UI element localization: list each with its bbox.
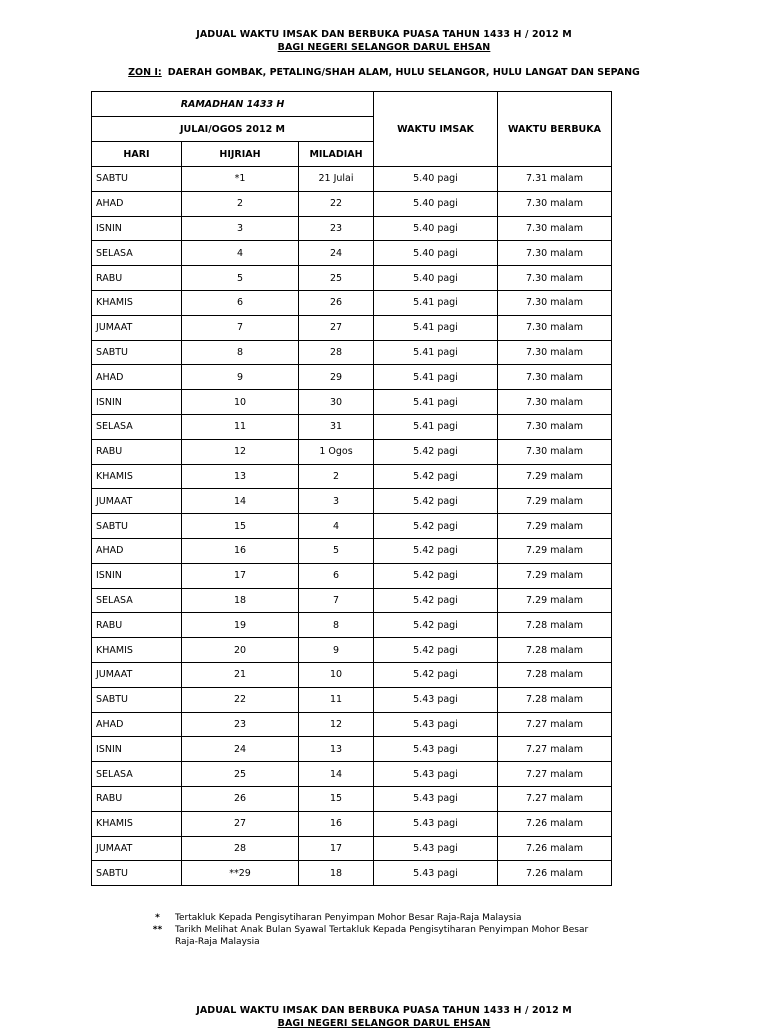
day-cell: ISNIN [92, 737, 182, 762]
hijriah-cell: 26 [182, 786, 299, 811]
hijriah-cell: 23 [182, 712, 299, 737]
berbuka-cell: 7.30 malam [498, 340, 612, 365]
hijriah-cell: 14 [182, 489, 299, 514]
zone-text: DAERAH GOMBAK, PETALING/SHAH ALAM, HULU SELANGOR, HULU LANGAT DAN SEPANG [167, 67, 640, 78]
table-row [92, 514, 612, 539]
miladiah-cell: 10 [299, 662, 374, 687]
miladiah-cell: 4 [299, 514, 374, 539]
day-cell: SABTU [92, 340, 182, 365]
imsak-cell: 5.42 pagi [374, 439, 498, 464]
day-cell: SABTU [92, 861, 182, 886]
page-subtitle: BAGI NEGERI SELANGOR DARUL EHSAN [277, 42, 491, 53]
berbuka-cell: 7.30 malam [498, 290, 612, 315]
miladiah-cell: 29 [299, 365, 374, 390]
miladiah-cell: 3 [299, 489, 374, 514]
berbuka-cell: 7.30 malam [498, 266, 612, 291]
imsak-cell: 5.43 pagi [374, 762, 498, 787]
table-row [92, 340, 612, 365]
notes [140, 912, 610, 948]
day-cell: ISNIN [92, 390, 182, 415]
hijriah-cell: 28 [182, 836, 299, 861]
miladiah-cell: 15 [299, 786, 374, 811]
hijriah-cell: 24 [182, 737, 299, 762]
table-row [92, 266, 612, 291]
timetable-body [92, 167, 612, 886]
hijriah-cell: 19 [182, 613, 299, 638]
miladiah-cell: 18 [299, 861, 374, 886]
miladiah-cell: 30 [299, 390, 374, 415]
miladiah-cell: 27 [299, 315, 374, 340]
berbuka-cell: 7.27 malam [498, 737, 612, 762]
imsak-cell: 5.40 pagi [374, 241, 498, 266]
imsak-cell: 5.41 pagi [374, 390, 498, 415]
note-marker: * [155, 913, 160, 923]
miladiah-cell: 16 [299, 811, 374, 836]
table-row [92, 191, 612, 216]
miladiah-cell: 25 [299, 266, 374, 291]
table-row [92, 687, 612, 712]
hari-header: HARI [92, 142, 182, 167]
table-row [92, 290, 612, 315]
hijriah-cell: 2 [182, 191, 299, 216]
table-row [92, 712, 612, 737]
day-cell: KHAMIS [92, 290, 182, 315]
berbuka-cell: 7.29 malam [498, 514, 612, 539]
day-cell: AHAD [92, 191, 182, 216]
hijriah-cell: 13 [182, 464, 299, 489]
miladiah-header: MILADIAH [299, 142, 374, 167]
imsak-cell: 5.43 pagi [374, 687, 498, 712]
imsak-cell: 5.41 pagi [374, 340, 498, 365]
berbuka-cell: 7.30 malam [498, 216, 612, 241]
table-row [92, 241, 612, 266]
berbuka-cell: 7.28 malam [498, 613, 612, 638]
hijriah-cell: 7 [182, 315, 299, 340]
day-cell: JUMAAT [92, 836, 182, 861]
day-cell: JUMAAT [92, 662, 182, 687]
imsak-cell: 5.43 pagi [374, 861, 498, 886]
imsak-cell: 5.42 pagi [374, 514, 498, 539]
hijriah-cell: 15 [182, 514, 299, 539]
berbuka-cell: 7.28 malam [498, 687, 612, 712]
ramadhan-header: RAMADHAN 1433 H [92, 92, 374, 117]
hijriah-cell: 20 [182, 638, 299, 663]
miladiah-cell: 9 [299, 638, 374, 663]
hijriah-cell: 22 [182, 687, 299, 712]
table-row [92, 811, 612, 836]
timetable [91, 91, 612, 886]
berbuka-cell: 7.30 malam [498, 315, 612, 340]
table-row [92, 762, 612, 787]
hijriah-header: HIJRIAH [182, 142, 299, 167]
hijriah-cell: 4 [182, 241, 299, 266]
miladiah-cell: 13 [299, 737, 374, 762]
imsak-cell: 5.41 pagi [374, 315, 498, 340]
berbuka-cell: 7.29 malam [498, 538, 612, 563]
day-cell: JUMAAT [92, 489, 182, 514]
hijriah-cell: **29 [182, 861, 299, 886]
day-cell: SELASA [92, 414, 182, 439]
table-row [92, 836, 612, 861]
day-cell: AHAD [92, 538, 182, 563]
berbuka-cell: 7.30 malam [498, 414, 612, 439]
berbuka-cell: 7.27 malam [498, 712, 612, 737]
miladiah-cell: 6 [299, 563, 374, 588]
table-row [92, 439, 612, 464]
table-row [92, 315, 612, 340]
imsak-cell: 5.43 pagi [374, 712, 498, 737]
imsak-cell: 5.40 pagi [374, 167, 498, 192]
table-row [92, 216, 612, 241]
imsak-cell: 5.40 pagi [374, 191, 498, 216]
miladiah-cell: 1 Ogos [299, 439, 374, 464]
imsak-cell: 5.43 pagi [374, 811, 498, 836]
table-row [92, 662, 612, 687]
berbuka-cell: 7.29 malam [498, 489, 612, 514]
table-row [92, 167, 612, 192]
imsak-cell: 5.42 pagi [374, 613, 498, 638]
miladiah-cell: 12 [299, 712, 374, 737]
imsak-cell: 5.42 pagi [374, 489, 498, 514]
table-row [92, 613, 612, 638]
day-cell: ISNIN [92, 216, 182, 241]
berbuka-cell: 7.30 malam [498, 241, 612, 266]
footer-subtitle: BAGI NEGERI SELANGOR DARUL EHSAN [277, 1018, 491, 1029]
hijriah-cell: 12 [182, 439, 299, 464]
miladiah-cell: 28 [299, 340, 374, 365]
berbuka-cell: 7.27 malam [498, 786, 612, 811]
berbuka-cell: 7.30 malam [498, 390, 612, 415]
zone-label: ZON I: [128, 67, 162, 78]
table-row [92, 737, 612, 762]
day-cell: RABU [92, 439, 182, 464]
berbuka-cell: 7.26 malam [498, 811, 612, 836]
day-cell: SELASA [92, 762, 182, 787]
table-row [92, 464, 612, 489]
miladiah-cell: 22 [299, 191, 374, 216]
day-cell: KHAMIS [92, 464, 182, 489]
miladiah-cell: 11 [299, 687, 374, 712]
berbuka-header: WAKTU BERBUKA [498, 92, 612, 167]
miladiah-cell: 5 [299, 538, 374, 563]
berbuka-cell: 7.29 malam [498, 464, 612, 489]
berbuka-cell: 7.29 malam [498, 563, 612, 588]
day-cell: RABU [92, 613, 182, 638]
note-text: Tarikh Melihat Anak Bulan Syawal Tertakluk Kepada Pengisytiharan Penyimpan Mohor Besar Raja-Raja Malaysia [175, 925, 589, 947]
note-text: Tertakluk Kepada Pengisytiharan Penyimpan Mohor Besar Raja-Raja Malaysia [175, 913, 522, 923]
day-cell: KHAMIS [92, 638, 182, 663]
imsak-cell: 5.42 pagi [374, 662, 498, 687]
miladiah-cell: 23 [299, 216, 374, 241]
hijriah-cell: 11 [182, 414, 299, 439]
imsak-cell: 5.41 pagi [374, 414, 498, 439]
miladiah-cell: 2 [299, 464, 374, 489]
table-row [92, 489, 612, 514]
hijriah-cell: 21 [182, 662, 299, 687]
hijriah-cell: 5 [182, 266, 299, 291]
berbuka-cell: 7.31 malam [498, 167, 612, 192]
berbuka-cell: 7.28 malam [498, 638, 612, 663]
berbuka-cell: 7.28 malam [498, 662, 612, 687]
miladiah-cell: 7 [299, 588, 374, 613]
miladiah-cell: 24 [299, 241, 374, 266]
hijriah-cell: 18 [182, 588, 299, 613]
note-item [140, 912, 610, 924]
day-cell: SELASA [92, 241, 182, 266]
imsak-cell: 5.42 pagi [374, 464, 498, 489]
day-cell: KHAMIS [92, 811, 182, 836]
imsak-header: WAKTU IMSAK [374, 92, 498, 167]
berbuka-cell: 7.30 malam [498, 191, 612, 216]
table-row [92, 365, 612, 390]
imsak-cell: 5.43 pagi [374, 836, 498, 861]
note-marker: ** [152, 925, 163, 935]
day-cell: ISNIN [92, 563, 182, 588]
hijriah-cell: 17 [182, 563, 299, 588]
month-header: JULAI/OGOS 2012 M [92, 117, 374, 142]
hijriah-cell: 10 [182, 390, 299, 415]
footer-title: JADUAL WAKTU IMSAK DAN BERBUKA PUASA TAHUN 1433 H / 2012 M [196, 1005, 572, 1016]
berbuka-cell: 7.29 malam [498, 588, 612, 613]
table-row [92, 563, 612, 588]
imsak-cell: 5.43 pagi [374, 737, 498, 762]
imsak-cell: 5.40 pagi [374, 266, 498, 291]
day-cell: RABU [92, 786, 182, 811]
miladiah-cell: 8 [299, 613, 374, 638]
table-row [92, 861, 612, 886]
day-cell: SABTU [92, 167, 182, 192]
hijriah-cell: 8 [182, 340, 299, 365]
miladiah-cell: 26 [299, 290, 374, 315]
day-cell: AHAD [92, 365, 182, 390]
table-row [92, 786, 612, 811]
berbuka-cell: 7.26 malam [498, 836, 612, 861]
imsak-cell: 5.42 pagi [374, 638, 498, 663]
hijriah-cell: 25 [182, 762, 299, 787]
miladiah-cell: 14 [299, 762, 374, 787]
table-row [92, 588, 612, 613]
table-row [92, 390, 612, 415]
note-item [140, 924, 610, 948]
day-cell: SELASA [92, 588, 182, 613]
imsak-cell: 5.42 pagi [374, 588, 498, 613]
day-cell: SABTU [92, 687, 182, 712]
zone-line [0, 67, 768, 78]
day-cell: AHAD [92, 712, 182, 737]
imsak-cell: 5.42 pagi [374, 538, 498, 563]
imsak-cell: 5.42 pagi [374, 563, 498, 588]
table-row [92, 414, 612, 439]
hijriah-cell: 9 [182, 365, 299, 390]
berbuka-cell: 7.26 malam [498, 861, 612, 886]
imsak-cell: 5.41 pagi [374, 365, 498, 390]
table-row [92, 538, 612, 563]
day-cell: RABU [92, 266, 182, 291]
imsak-cell: 5.43 pagi [374, 786, 498, 811]
table-row [92, 638, 612, 663]
page-title: JADUAL WAKTU IMSAK DAN BERBUKA PUASA TAHUN 1433 H / 2012 M [196, 29, 572, 40]
miladiah-cell: 31 [299, 414, 374, 439]
hijriah-cell: 6 [182, 290, 299, 315]
hijriah-cell: *1 [182, 167, 299, 192]
hijriah-cell: 27 [182, 811, 299, 836]
berbuka-cell: 7.30 malam [498, 365, 612, 390]
miladiah-cell: 17 [299, 836, 374, 861]
imsak-cell: 5.41 pagi [374, 290, 498, 315]
hijriah-cell: 16 [182, 538, 299, 563]
berbuka-cell: 7.30 malam [498, 439, 612, 464]
miladiah-cell: 21 Julai [299, 167, 374, 192]
berbuka-cell: 7.27 malam [498, 762, 612, 787]
day-cell: JUMAAT [92, 315, 182, 340]
day-cell: SABTU [92, 514, 182, 539]
hijriah-cell: 3 [182, 216, 299, 241]
imsak-cell: 5.40 pagi [374, 216, 498, 241]
